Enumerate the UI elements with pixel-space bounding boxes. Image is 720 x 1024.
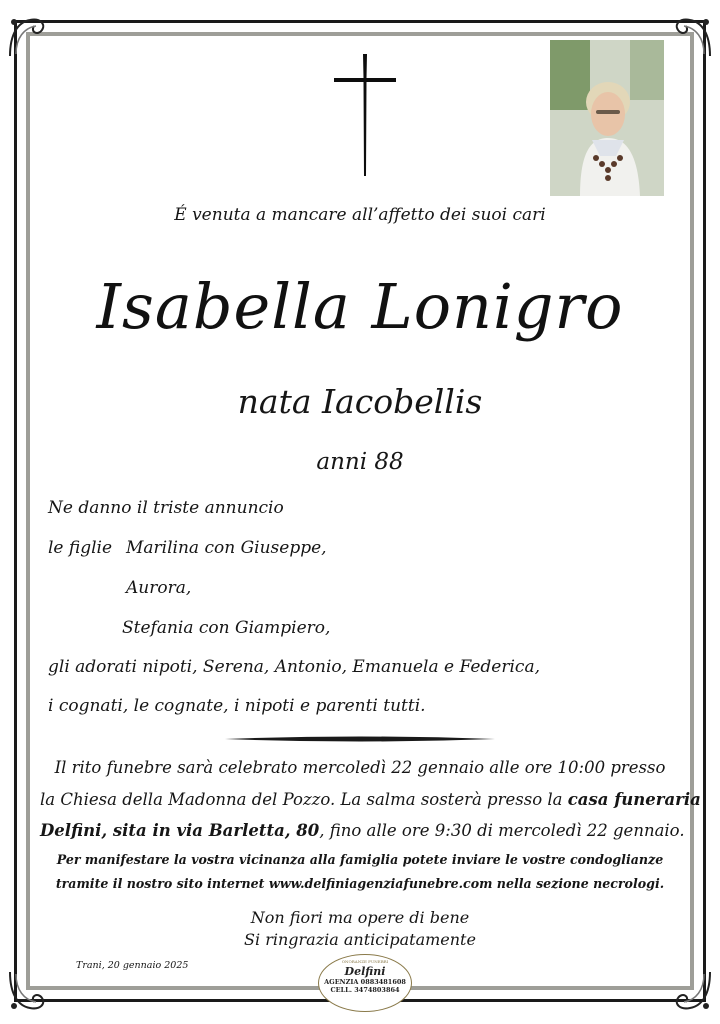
rite-line-2: [40, 790, 701, 809]
deceased-name: Isabella Lonigro: [96, 270, 624, 343]
condolences-line-1: Per manifestare la vostra vicinanza alla famiglia potete inviare le vostre condoglianze: [56, 852, 664, 867]
cross-icon: [330, 52, 400, 178]
divider: [225, 735, 495, 743]
rite-text: , fino alle ore 9:30 di mercoledì 22 gennaio.: [319, 821, 685, 840]
daughter-entry: Marilina con Giuseppe,: [126, 538, 327, 558]
corner-ornament-icon: [6, 14, 52, 60]
dateline: Trani, 20 gennaio 2025: [76, 960, 189, 971]
rite-line-3: [40, 821, 685, 840]
corner-ornament-icon: [668, 968, 714, 1014]
agency-phone: AGENZIA 0883481608: [324, 978, 406, 986]
closing-line-2: Si ringrazia anticipatamente: [244, 930, 476, 949]
corner-ornament-icon: [6, 968, 52, 1014]
daughters-line: [48, 538, 327, 558]
condolences-line-2: tramite il nostro sito internet www.delfiniagenziafunebre.com nella sezione necrologi.: [55, 876, 665, 891]
agency-brand: Delfini: [344, 965, 386, 978]
maiden-name: nata Iacobellis: [237, 382, 483, 421]
agency-cell: CELL. 3474803864: [330, 986, 400, 994]
daughters-label: le figlie: [48, 538, 113, 558]
funeral-home-text: casa funeraria: [567, 790, 701, 809]
seal-top-text: ONORANZE FUNEBRI: [341, 959, 389, 964]
corner-ornament-icon: [668, 14, 714, 60]
portrait-photo: [550, 40, 664, 196]
daughter-entry: Aurora,: [126, 578, 192, 598]
daughter-entry: Stefania con Giampiero,: [122, 618, 331, 638]
closing-line-1: Non fiori ma opere di bene: [250, 908, 470, 927]
rite-text: la Chiesa della Madonna del Pozzo. La salma sosterà presso la: [40, 790, 568, 809]
agency-seal: [318, 954, 412, 1012]
announcement-lead: Ne danno il triste annuncio: [48, 498, 284, 518]
intro-line: É venuta a mancare all’affetto dei suoi cari: [174, 205, 546, 225]
grandchildren-line: gli adorati nipoti, Serena, Antonio, Emanuela e Federica,: [48, 657, 540, 677]
relatives-line: i cognati, le cognate, i nipoti e parenti tutti.: [48, 696, 426, 716]
rite-line-1: Il rito funebre sarà celebrato mercoledì 22 gennaio alle ore 10:00 presso: [54, 758, 666, 777]
age: anni 88: [316, 449, 404, 475]
funeral-home-address: Delfini, sita in via Barletta, 80: [40, 821, 320, 840]
